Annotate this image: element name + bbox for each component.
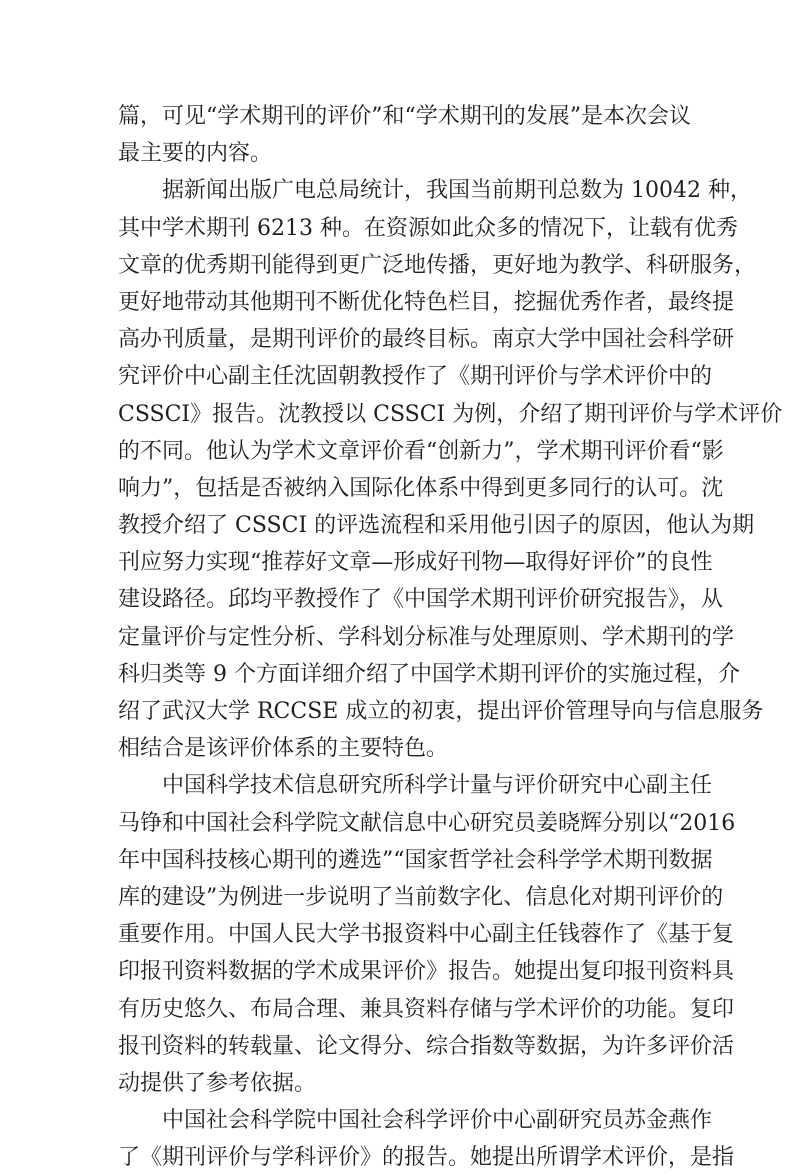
paragraph-3 <box>118 767 736 1102</box>
text-line: 的不同。他认为学术文章评价看“创新力”，学术期刊评价看“影 <box>118 438 724 464</box>
text-line: 报刊资料的转载量、论文得分、综合指数等数据，为许多评价活 <box>118 1033 735 1059</box>
text-line: 中国社会科学院中国社会科学评价中心副研究员苏金燕作 <box>162 1108 713 1134</box>
text-line: 有历史悠久、布局合理、兼具资料存储与学术评价的功能。复印 <box>118 996 735 1022</box>
document-page <box>118 98 783 1176</box>
text-line: 科归类等 9 个方面详细介绍了中国学术期刊评价的实施过程，介 <box>118 661 740 687</box>
text-line: CSSCI》报告。沈教授以 CSSCI 为例，介绍了期刊评价与学术评价 <box>118 401 783 427</box>
text-line: 篇，可见“学术期刊的评价”和“学术期刊的发展”是本次会议 <box>118 104 691 129</box>
text-line: 最主要的内容。 <box>118 141 273 167</box>
text-line: 响力”，包括是否被纳入国际化体系中得到更多同行的认可。沈 <box>118 475 724 501</box>
text-line: 印报刊资料数据的学术成果评价》报告。她提出复印报刊资料具 <box>118 959 735 985</box>
text-line: 定量评价与定性分析、学科划分标准与处理原则、学术期刊的学 <box>118 624 735 650</box>
text-line: 库的建设”为例进一步说明了当前数字化、信息化对期刊评价的 <box>118 884 724 910</box>
text-line: 相结合是该评价体系的主要特色。 <box>118 736 449 762</box>
text-line: 马铮和中国社会科学院文献信息中心研究员姜晓辉分别以“2016 <box>118 810 736 836</box>
text-line: 其中学术期刊 6213 种。在资源如此众多的情况下，让载有优秀 <box>118 215 738 241</box>
paragraph-1 <box>118 98 691 172</box>
text-line: 据新闻出版广电总局统计，我国当前期刊总数为 10042 种， <box>162 178 752 204</box>
paragraph-4 <box>118 1102 735 1176</box>
text-line: 动提供了参考依据。 <box>118 1070 317 1096</box>
paragraph-2 <box>118 172 783 767</box>
text-line: 文章的优秀期刊能得到更广泛地传播，更好地为教学、科研服务， <box>118 252 757 278</box>
text-line: 更好地带动其他期刊不断优化特色栏目，挖掘优秀作者，最终提 <box>118 289 735 315</box>
text-line: 究评价中心副主任沈固朝教授作了《期刊评价与学术评价中的 <box>118 364 713 390</box>
text-line: 中国科学技术信息研究所科学计量与评价研究中心副主任 <box>162 773 713 799</box>
text-line: 重要作用。中国人民大学书报资料中心副主任钱蓉作了《基于复 <box>118 922 735 948</box>
text-line: 教授介绍了 CSSCI 的评选流程和采用他引因子的原因，他认为期 <box>118 513 755 539</box>
text-line: 绍了武汉大学 RCCSE 成立的初衷，提出评价管理导向与信息服务 <box>118 699 764 724</box>
text-line: 年中国科技核心期刊的遴选”“国家哲学社会科学学术期刊数据 <box>118 847 713 873</box>
text-line: 刊应努力实现“推荐好文章—形成好刊物—取得好评价”的良性 <box>118 550 713 576</box>
text-line: 了《期刊评价与学科评价》的报告。她提出所谓学术评价，是指 <box>118 1145 735 1171</box>
text-line: 建设路径。邱均平教授作了《中国学术期刊评价研究报告》，从 <box>118 587 724 613</box>
text-line: 高办刊质量，是期刊评价的最终目标。南京大学中国社会科学研 <box>118 327 735 353</box>
